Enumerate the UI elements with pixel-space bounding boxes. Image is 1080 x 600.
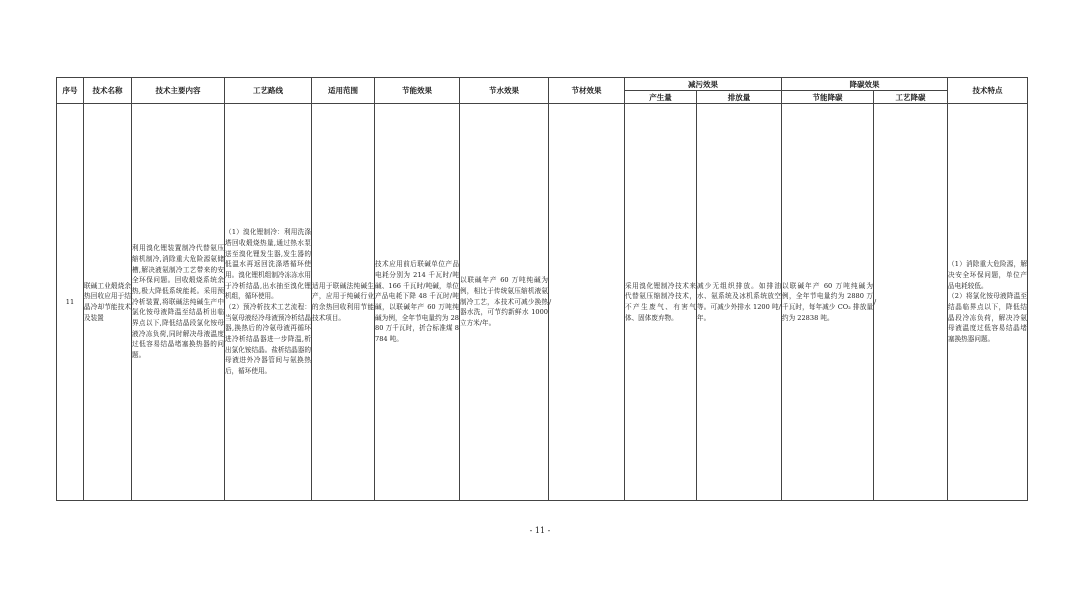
table-row	[57, 104, 1028, 501]
header-process-route: 工艺路线	[225, 78, 312, 104]
header-energy: 节能效果	[375, 78, 460, 104]
header-pollution-produced: 产生量	[625, 91, 697, 104]
technology-table	[56, 77, 1028, 501]
header-water: 节水效果	[460, 78, 549, 104]
cell-water: 以联碱年产 60 万吨纯碱为例，相比于传统氨压缩机液氨制冷工艺，本技术可减少换热器水洗，可节约新鲜水 1000 立方米/年。	[460, 104, 549, 501]
cell-carbon-energy: 以联碱年产 60 万吨纯碱为例，全年节电量约为 2880 万千瓦时，每年减少 CO₂ 排放量约为 22838 吨。	[782, 104, 874, 501]
header-row-1	[57, 78, 1028, 91]
header-seq: 序号	[57, 78, 84, 104]
feature-1: （1）消除重大危险源，解决安全环保问题，单位产品电耗较低。	[948, 260, 1027, 290]
cell-main-content: 利用溴化锂装置制冷代替氨压缩机制冷,消除重大危险源氨储槽,解决液氨制冷工艺带来的安全环保问题。回收煅烧系统余热,极大降低系统能耗。采用预冷析装置,将联碱法纯碱生产中氯化铵母液降温至结晶析出临界点以下,降低结晶段氯化铵母液冷冻负荷,同时解决母液温度过低容易结晶堵塞换热器的问题。	[132, 104, 225, 501]
cell-process-route	[225, 104, 312, 501]
cell-pollution-produced: 采用溴化锂制冷技术来代替氨压缩制冷技术，不产生废气、有害气体、固体废弃物。	[625, 104, 697, 501]
page-number: - 11 -	[529, 526, 551, 535]
cell-seq: 11	[57, 104, 84, 501]
feature-2: （2）将氯化铵母液降温至结晶临界点以下，降低结晶段冷冻负荷，解决冷氨母液温度过低容易结晶堵塞换热器问题。	[948, 292, 1027, 344]
header-carbon-energy: 节能降碳	[782, 91, 874, 104]
header-carbon-process: 工艺降碳	[874, 91, 948, 104]
header-carbon-group: 降碳效果	[782, 78, 948, 91]
cell-features	[948, 104, 1028, 501]
header-scope: 适用范围	[312, 78, 375, 104]
cell-material: /	[549, 104, 625, 501]
process-route-step-2: （2）预冷析技术工艺流程：当氨母液经冷母液预冷析结晶器,换热后的冷氨母液再循环进冷析结晶器进一步降温,析出氯化铵结晶。盐析结晶器的母液进外冷器管间与氨换热后，循环使用。	[225, 303, 311, 376]
header-pollution-group: 减污效果	[625, 78, 782, 91]
header-features: 技术特点	[948, 78, 1028, 104]
header-material: 节材效果	[549, 78, 625, 104]
header-main-content: 技术主要内容	[132, 78, 225, 104]
process-route-step-1: （1）溴化锂制冷：利用洗涤塔回收煅烧热量,通过热水泵送至溴化锂发生器,发生器的低温水再返回洗涤塔循环使用。溴化锂机组制冷冻冻水用于冷析结晶,出水抽至溴化锂机组，循环使用。	[225, 228, 311, 301]
cell-pollution-emission: 减少无组织排放。如排油水、氨系统及冰机系统放空等。可减少外排水 1200 吨/年。	[697, 104, 782, 501]
header-pollution-emission: 排放量	[697, 91, 782, 104]
cell-tech-name: 联碱工业煅烧余热回收应用于结晶冷却节能技术及装置	[84, 104, 132, 501]
cell-scope: 适用于联碱法纯碱生产，应用于纯碱行业的余热回收利用节能技术项目。	[312, 104, 375, 501]
cell-energy: 技术应用前后联碱单位产品电耗分别为 214 千瓦时/吨碱、166 千瓦时/吨碱，单位产品电耗下降 48 千瓦时/吨碱，以联碱年产 60 万吨纯碱为例，全年节电量约为 2880 万千瓦时，折合标准煤 8784 吨。	[375, 104, 460, 501]
header-tech-name: 技术名称	[84, 78, 132, 104]
cell-carbon-process: /	[874, 104, 948, 501]
